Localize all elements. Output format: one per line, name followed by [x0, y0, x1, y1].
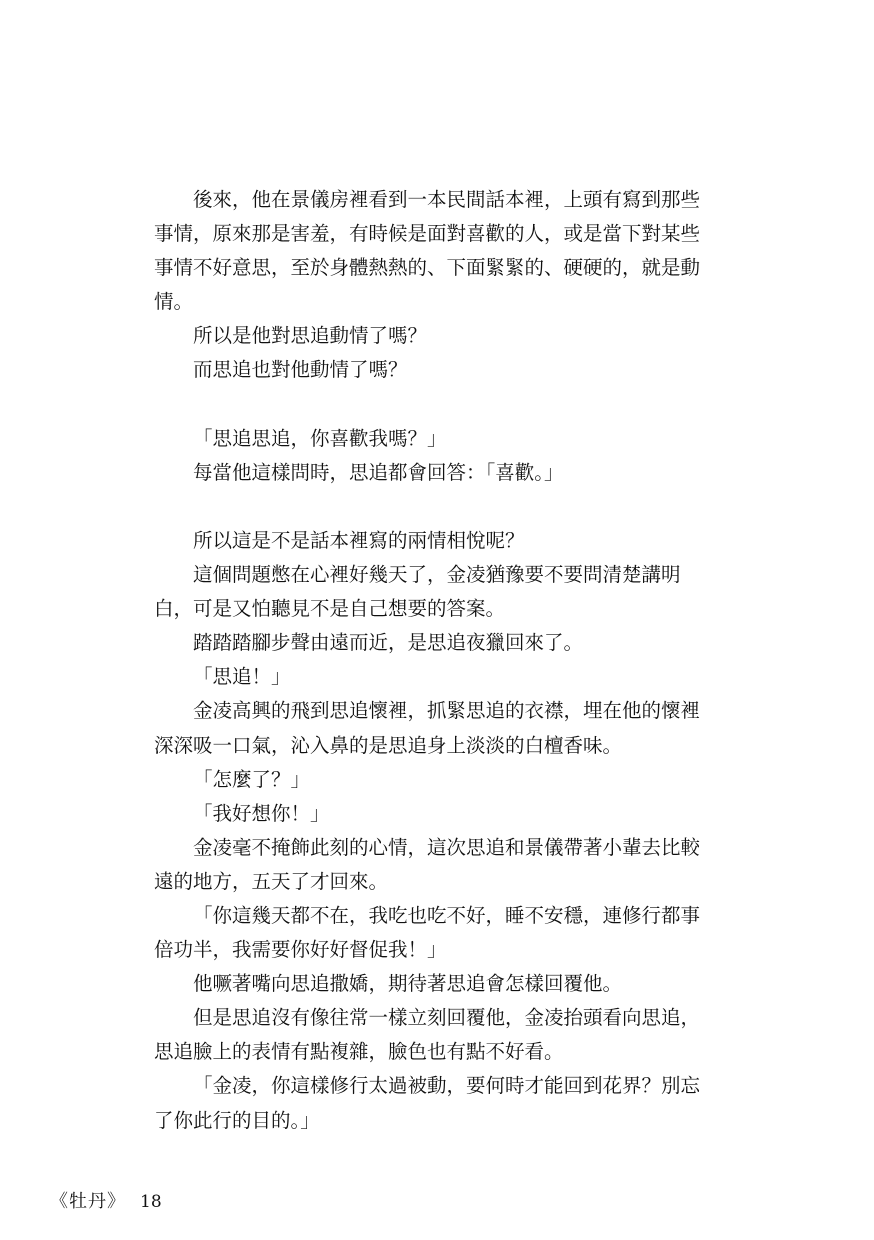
text-line: 「你這幾天都不在，我吃也吃不好，睡不安穩，連修行都事: [193, 903, 701, 927]
text-line: 倍功半，我需要你好好督促我！」: [154, 938, 447, 962]
text-line: 「我好想你！」: [193, 801, 330, 825]
text-line: 但是思追沒有像往常一樣立刻回覆他，金凌抬頭看向思追，: [193, 1006, 701, 1030]
body-text: [154, 183, 714, 1138]
text-line: 遠的地方，五天了才回來。: [154, 869, 389, 893]
text-line: 所以是他對思追動情了嗎？: [193, 324, 428, 348]
text-line: 思追臉上的表情有點複雜，臉色也有點不好看。: [154, 1040, 564, 1064]
text-line: 事情不好意思，至於身體熱熱的、下面緊緊的、硬硬的，就是動: [154, 256, 701, 280]
text-line: 踏踏踏腳步聲由遠而近，是思追夜獵回來了。: [193, 631, 584, 655]
book-title: 《牡丹》: [50, 1191, 126, 1212]
text-line: 事情，原來那是害羞，有時候是面對喜歡的人，或是當下對某些: [154, 222, 701, 246]
blank-line: [154, 388, 714, 422]
text-line: 金凌高興的飛到思追懷裡，抓緊思追的衣襟，埋在他的懷裡: [193, 699, 701, 723]
page-footer: [50, 1190, 162, 1214]
text-line: 白，可是又怕聽見不是自己想要的答案。: [154, 597, 506, 621]
text-line: 深深吸一口氣，沁入鼻的是思追身上淡淡的白檀香味。: [154, 733, 623, 757]
text-line: 每當他這樣問時，思追都會回答：「喜歡。」: [193, 460, 564, 484]
text-line: 「金凌，你這樣修行太過被動，要何時才能回到花界？別忘: [193, 1074, 701, 1098]
blank-line: [154, 490, 714, 524]
text-line: 了你此行的目的。」: [154, 1108, 320, 1132]
text-line: 情。: [154, 290, 194, 314]
text-line: 「怎麼了？」: [193, 767, 311, 791]
text-line: 「思追思追，你喜歡我嗎？」: [193, 426, 447, 450]
text-line: 後來，他在景儀房裡看到一本民間話本裡，上頭有寫到那些: [193, 188, 701, 211]
text-line: 這個問題憋在心裡好幾天了，金凌猶豫要不要問清楚講明: [193, 563, 681, 587]
page-number: 18: [140, 1192, 162, 1212]
text-line: 所以這是不是話本裡寫的兩情相悅呢？: [193, 528, 525, 552]
text-line: 而思追也對他動情了嗎？: [193, 358, 408, 382]
text-line: 他噘著嘴向思追撒嬌，期待著思追會怎樣回覆他。: [193, 972, 623, 996]
text-line: 「思追！」: [193, 665, 291, 689]
text-line: 金凌毫不掩飾此刻的心情，這次思追和景儀帶著小輩去比較: [193, 835, 701, 859]
